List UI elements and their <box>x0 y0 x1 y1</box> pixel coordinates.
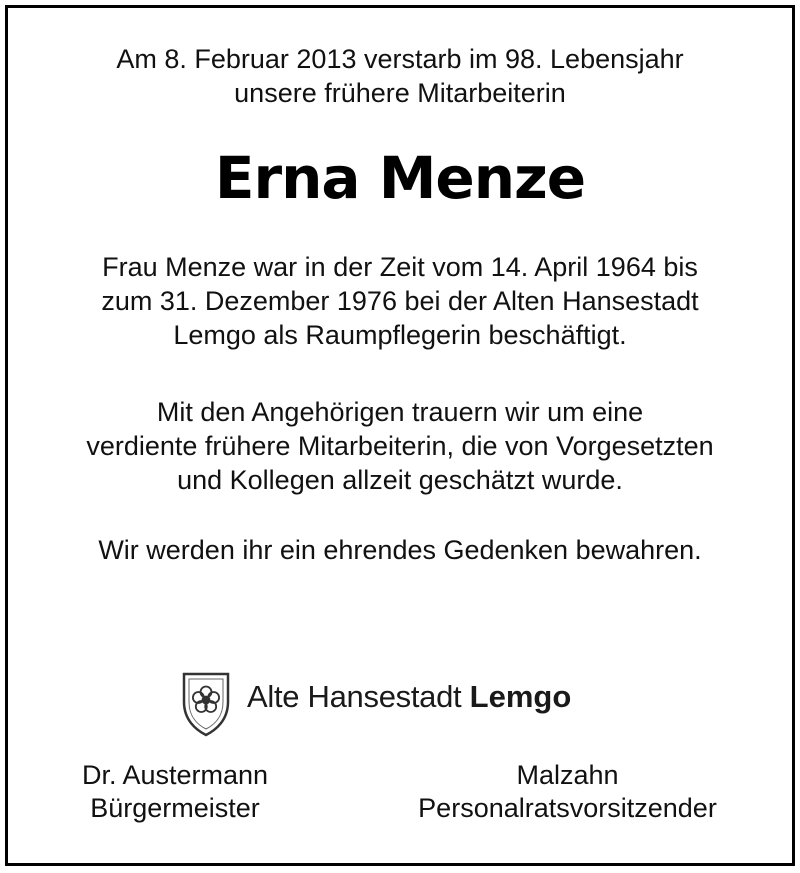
memory-text: Wir werden ihr ein ehrendes Gedenken bewahren. <box>98 535 702 565</box>
logo-text-light: Alte Hansestadt <box>247 679 470 714</box>
logo-wordmark <box>247 678 571 716</box>
employment-line: Lemgo als Raumpflegerin beschäftigt. <box>173 320 627 350</box>
employment-text <box>0 250 800 352</box>
signature-name: Malzahn <box>516 760 619 790</box>
signature-title: Personalratsvorsitzender <box>418 793 717 823</box>
intro-text <box>0 42 800 110</box>
logo-text-bold: Lemgo <box>469 679 572 714</box>
signature-title: Bürgermeister <box>90 793 260 823</box>
signature-name: Dr. Austermann <box>81 760 269 790</box>
city-logo <box>180 668 620 738</box>
employment-line: zum 31. Dezember 1976 bei der Alten Hansestadt <box>101 286 699 316</box>
signature-staff-council <box>395 759 740 825</box>
intro-line: Am 8. Februar 2013 verstarb im 98. Lebensjahr <box>116 44 684 74</box>
intro-line: unsere frühere Mitarbeiterin <box>234 78 566 108</box>
employment-line: Frau Menze war in der Zeit vom 14. April 1964 bis <box>102 252 698 282</box>
deceased-name: Erna Menze <box>214 144 586 212</box>
signature-mayor <box>40 759 310 825</box>
condolence-line: Mit den Angehörigen trauern wir um eine <box>156 397 644 427</box>
rose-crest-icon <box>180 668 232 738</box>
condolence-line: und Kollegen allzeit geschätzt wurde. <box>177 465 623 495</box>
condolence-line: verdiente frühere Mitarbeiterin, die von Vorgesetzten <box>86 431 714 461</box>
condolence-text <box>0 395 800 497</box>
